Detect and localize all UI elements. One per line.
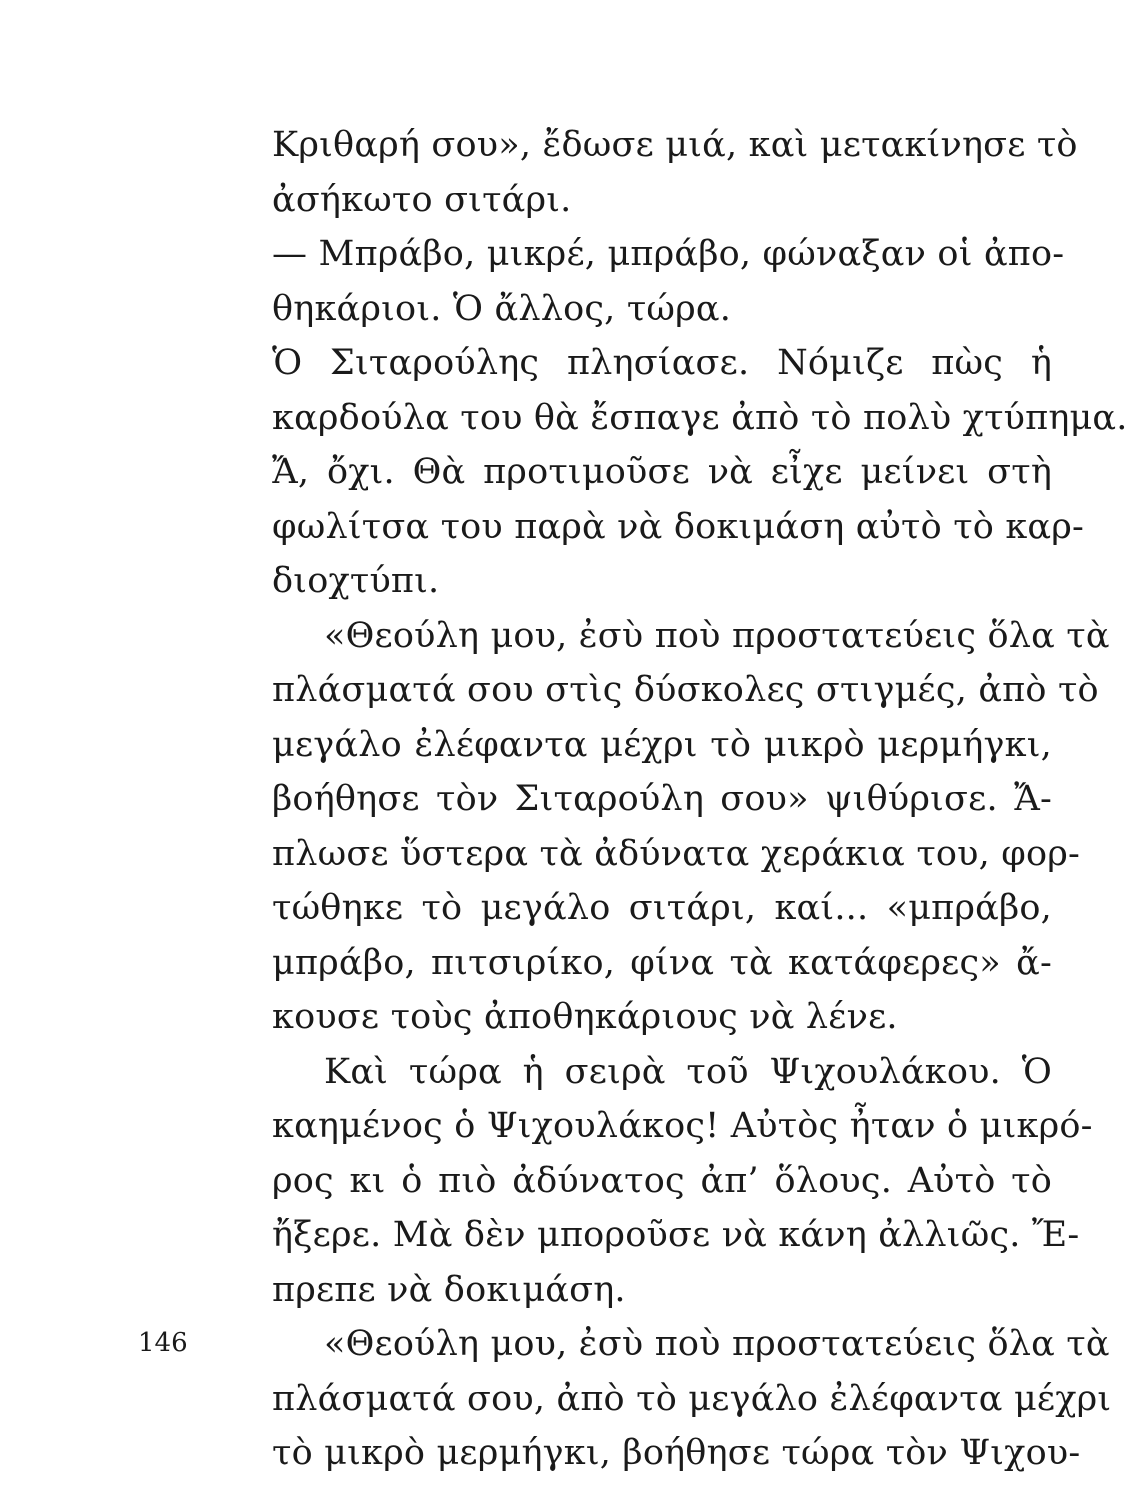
- text-line: πρεπε νὰ δοκιμάση.: [272, 1269, 626, 1310]
- body-text: [272, 118, 1128, 1481]
- text-line: θηκάριοι. Ὁ ἄλλος, τώρα.: [272, 288, 732, 329]
- text-line: πλωσε ὕστερα τὰ ἀδύνατα χεράκια του, φορ-: [272, 833, 1081, 874]
- text-line: διοχτύπι.: [272, 561, 440, 601]
- text-line: τώθηκε τὸ μεγάλο σιτάρι, καί... «μπράβο,: [272, 888, 1052, 928]
- text-line: βοήθησε τὸν Σιταρούλη σου» ψιθύρισε. Ἄ-: [272, 779, 1052, 819]
- text-line: καημένος ὁ Ψιχουλάκος! Αὐτὸς ἦταν ὁ μικρό-: [272, 1106, 1093, 1146]
- page-number: 146: [138, 1328, 188, 1358]
- text-line: πλάσματά σου, ἀπὸ τὸ μεγάλο ἐλέφαντα μέχρι: [272, 1378, 1112, 1419]
- text-line: πλάσματά σου στὶς δύσκολες στιγμές, ἀπὸ τὸ: [272, 670, 1099, 710]
- text-line: Ἄ, ὄχι. Θὰ προτιμοῦσε νὰ εἶχε μείνει στὴ: [272, 452, 1052, 492]
- text-line: Κριθαρή σου», ἔδωσε μιά, καὶ μετακίνησε τὸ: [272, 125, 1078, 165]
- text-line: κουσε τοὺς ἀποθηκάριους νὰ λένε.: [272, 997, 898, 1037]
- text-line: τὸ μικρὸ μερμήγκι, βοήθησε τώρα τὸν Ψιχου-: [272, 1433, 1081, 1473]
- text-line: ἀσήκωτο σιτάρι.: [272, 179, 572, 220]
- text-line: μπράβο, πιτσιρίκο, φίνα τὰ κατάφερες» ἄ-: [272, 942, 1052, 983]
- text-line: Ὁ Σιταρούλης πλησίασε. Νόμιζε πὼς ἡ: [272, 343, 1052, 383]
- text-line: φωλίτσα του παρὰ νὰ δοκιμάση αὐτὸ τὸ καρ-: [272, 506, 1085, 547]
- text-line: «Θεούλη μου, ἐσὺ ποὺ προστατεύεις ὅλα τὰ: [324, 1324, 1110, 1364]
- text-line: «Θεούλη μου, ἐσὺ ποὺ προστατεύεις ὅλα τὰ: [324, 615, 1110, 656]
- text-line: Καὶ τώρα ἡ σειρὰ τοῦ Ψιχουλάκου. Ὁ: [324, 1051, 1052, 1092]
- text-line: μεγάλο ἐλέφαντα μέχρι τὸ μικρὸ μερμήγκι,: [272, 724, 1052, 765]
- text-line: καρδούλα του θὰ ἔσπαγε ἀπὸ τὸ πολὺ χτύπημα.: [272, 397, 1128, 438]
- text-line: ρος κι ὁ πιὸ ἀδύνατος ἀπ’ ὅλους. Αὐτὸ τὸ: [272, 1160, 1052, 1201]
- text-line: — Μπράβο, μικρέ, μπράβο, φώναξαν οἱ ἀπο-: [272, 234, 1065, 274]
- text-line: ἤξερε. Μὰ δὲν μποροῦσε νὰ κάνη ἀλλιῶς. Ἔ-: [272, 1215, 1080, 1255]
